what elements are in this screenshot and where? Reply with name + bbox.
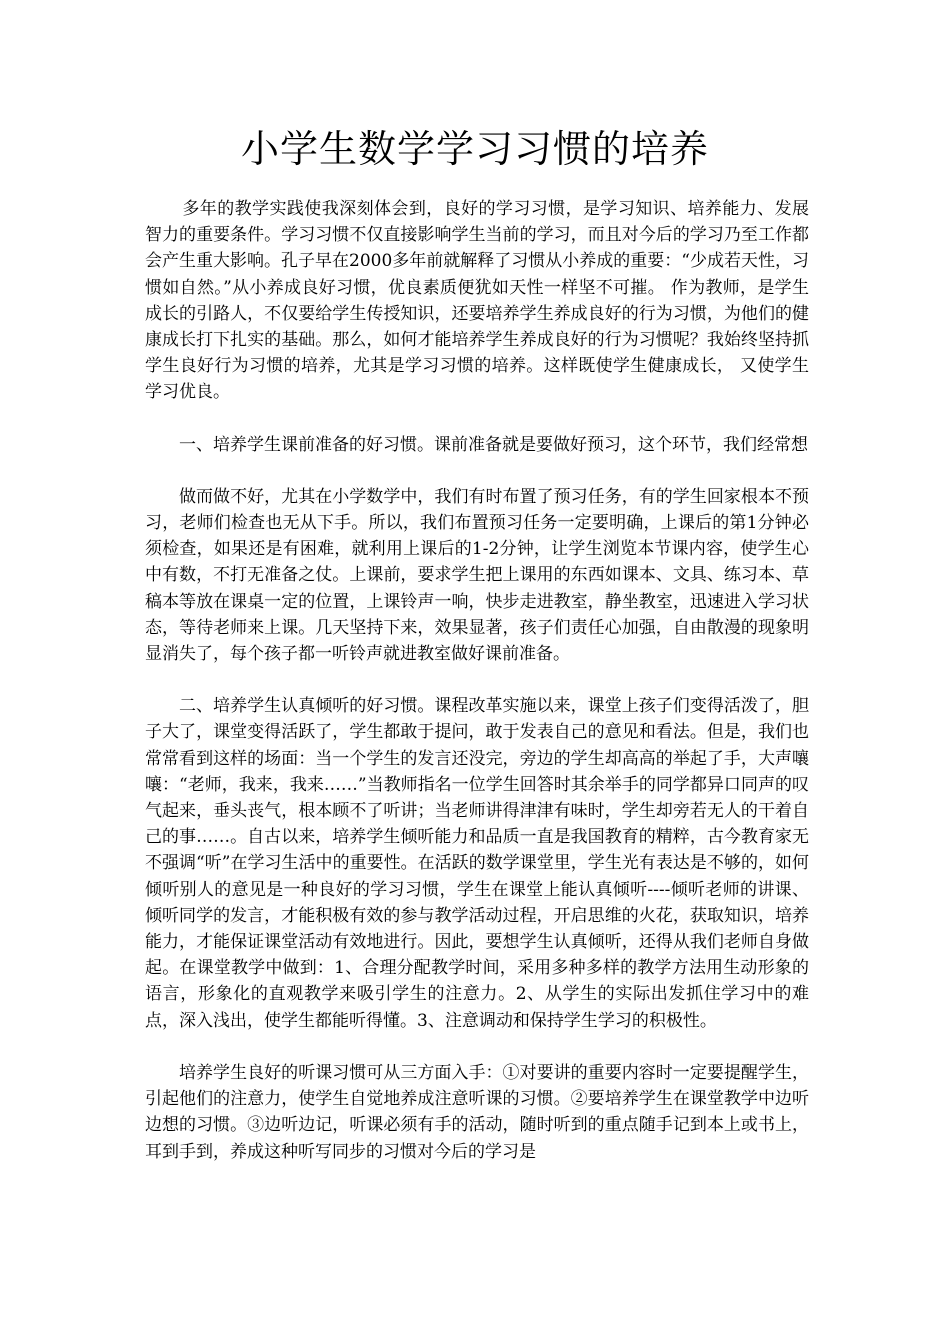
document-title: 小学生数学学习习惯的培养 — [240, 127, 709, 171]
paragraph-listening-habits: 培养学生良好的听课习惯可从三方面入手：①对要讲的重要内容时一定要提醒学生，引起他们的注意力，使学生自觉地养成注意听课的习惯。②要培养学生在课堂教学中边听边想的习惯。③边听边记，听课必须有手的活动，随时听到的重点随手记到本上或书上，耳到手到，养成这种听写同步的习惯对今后的学习是 — [145, 1062, 809, 1162]
paragraph-section-1-heading: 一、培养学生课前准备的好习惯。课前准备就是要做好预习，这个环节，我们经常想 — [179, 434, 808, 455]
paragraph-section-1-body: 做而做不好，尤其在小学数学中，我们有时布置了预习任务，有的学生回家根本不预习，老师们检查也无从下手。所以，我们布置预习任务一定要明确，上课后的第1分钟必须检查，如果还是有困难，就利用上课后的1-2分钟，让学生浏览本节课内容，使学生心中有数，不打无准备之仗。上课前，要求学生把上课用的东西如课本、文具、练习本、草稿本等放在课桌一定的位置，上课铃声一响，快步走进教室，静坐教室，迅速进入学习状态，等待老师来上课。几天坚持下来，效果显著，孩子们责任心加强，自由散漫的现象明显消失了，每个孩子都一听铃声就进教室做好课前准备。 — [145, 486, 809, 665]
paragraph-section-2: 二、培养学生认真倾听的好习惯。课程改革实施以来，课堂上孩子们变得活泼了，胆子大了，课堂变得活跃了，学生都敢于提问，敢于发表自己的意见和看法。但是，我们也常常看到这样的场面：当一个学生的发言还没完，旁边的学生却高高的举起了手，大声嚷嚷：“老师，我来，我来……”当教师指名一位学生回答时其余举手的同学都异口同声的叹气起来，垂头丧气，根本顾不了听讲；当老师讲得津津有味时，学生却旁若无人的干着自己的事……。自古以来，培养学生倾听能力和品质一直是我国教育的精粹，古今教育家无不强调“听”在学习生活中的重要性。在活跃的数学课堂里，学生光有表达是不够的，如何倾听别人的意见是一种良好的学习习惯，学生在课堂上能认真倾听----倾听老师的讲课、倾听同学的发言，才能积极有效的参与教学活动过程，开启思维的火花，获取知识，培养能力，才能保证课堂活动有效地进行。因此，要想学生认真倾听，还得从我们老师自身做起。在课堂教学中做到：1、合理分配教学时间，采用多种多样的教学方法用生动形象的语言，形象化的直观教学来吸引学生的注意力。2、从学生的实际出发抓住学习中的难点，深入浅出，使学生都能听得懂。3、注意调动和保持学生学习的积极性。 — [145, 696, 809, 1031]
document-body — [145, 196, 809, 1191]
paragraph-intro: 多年的教学实践使我深刻体会到，良好的学习习惯，是学习知识、培养能力、发展智力的重要条件。学习习惯不仅直接影响学生当前的学习，而且对今后的学习乃至工作都会产生重大影响。孔子早在2000多年前就解释了习惯从小养成的重要：“少成若天性，习惯如自然。”从小养成良好习惯，优良素质便犹如天性一样坚不可摧。 作为教师，是学生成长的引路人，不仅要给学生传授知识，还要培养学生养成良好的行为习惯，为他们的健康成长打下扎实的基础。那么，如何才能培养学生养成良好的行为习惯呢？我始终坚持抓学生良好行为习惯的培养，尤其是学习习惯的培养。这样既使学生健康成长， 又使学生学习优良。 — [145, 199, 809, 403]
